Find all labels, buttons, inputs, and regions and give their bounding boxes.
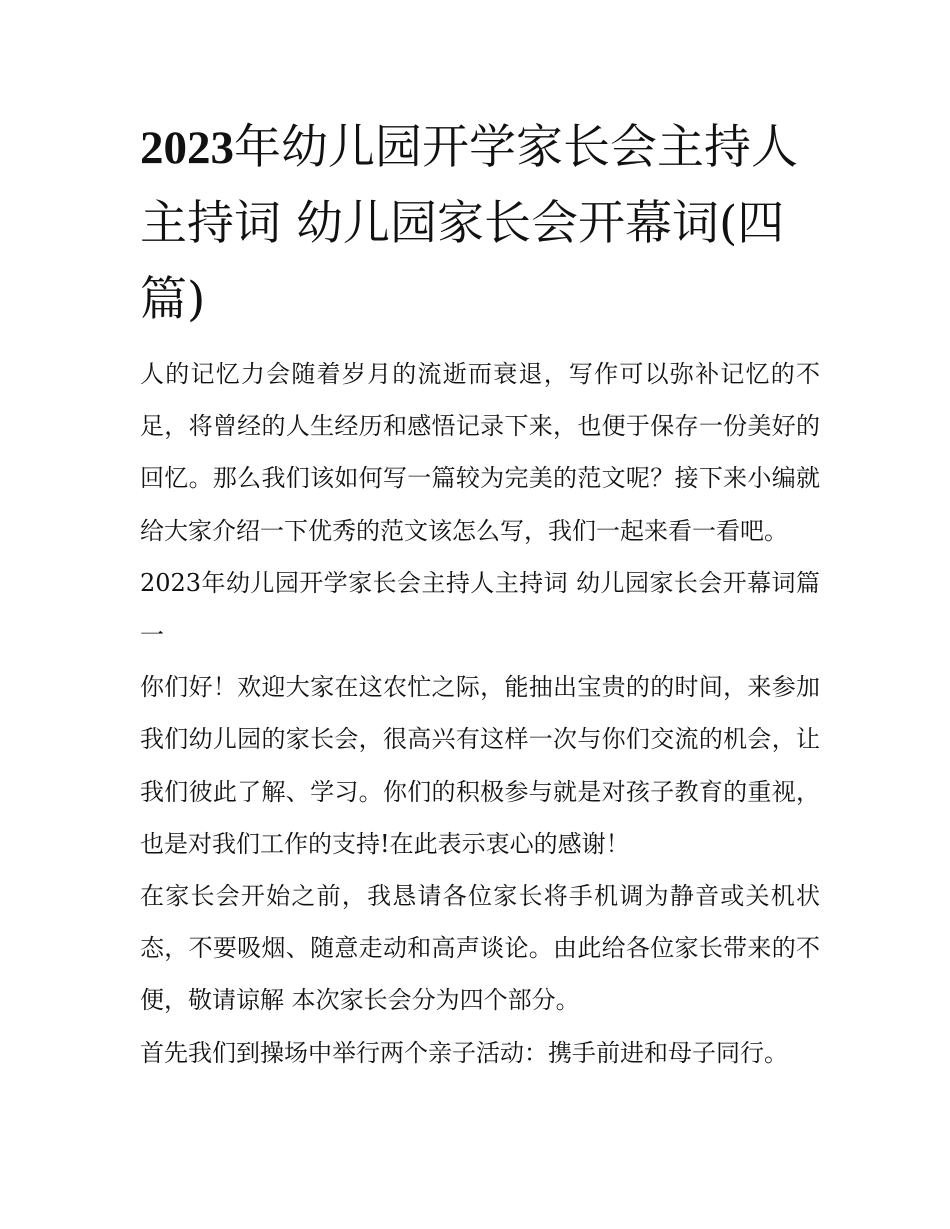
- body-paragraph: 你们好！欢迎大家在这农忙之际，能抽出宝贵的的时间，来参加我们幼儿园的家长会，很高兴有这样一次与你们交流的机会，让我们彼此了解、学习。你们的积极参与就是对孩子教育的重视，也是对我们工作的支持!在此表示衷心的感谢！: [140, 673, 820, 858]
- document-body: [140, 348, 820, 1079]
- body-paragraph: 首先我们到操场中举行两个亲子活动：携手前进和母子同行。: [140, 1038, 788, 1067]
- intro-paragraph: 人的记忆力会随着岁月的流逝而衰退，写作可以弥补记忆的不足，将曾经的人生经历和感悟记录下来，也便于保存一份美好的回忆。那么我们该如何写一篇较为完美的范文呢？接下来小编就给大家介绍一下优秀的范文该怎么写，我们一起来看一看吧。: [140, 360, 820, 545]
- document-page: [140, 110, 820, 1079]
- section-heading: 2023年幼儿园开学家长会主持人主持词 幼儿园家长会开幕词篇一: [140, 568, 820, 650]
- title-year: 2023: [140, 122, 234, 174]
- title-text: 年幼儿园开学家长会主持人主持词 幼儿园家长会开幕词(四篇): [140, 120, 798, 327]
- document-title: [140, 110, 820, 338]
- body-paragraph: 在家长会开始之前，我恳请各位家长将手机调为静音或关机状态，不要吸烟、随意走动和高声谈论。由此给各位家长带来的不便，敬请谅解 本次家长会分为四个部分。: [140, 882, 820, 1015]
